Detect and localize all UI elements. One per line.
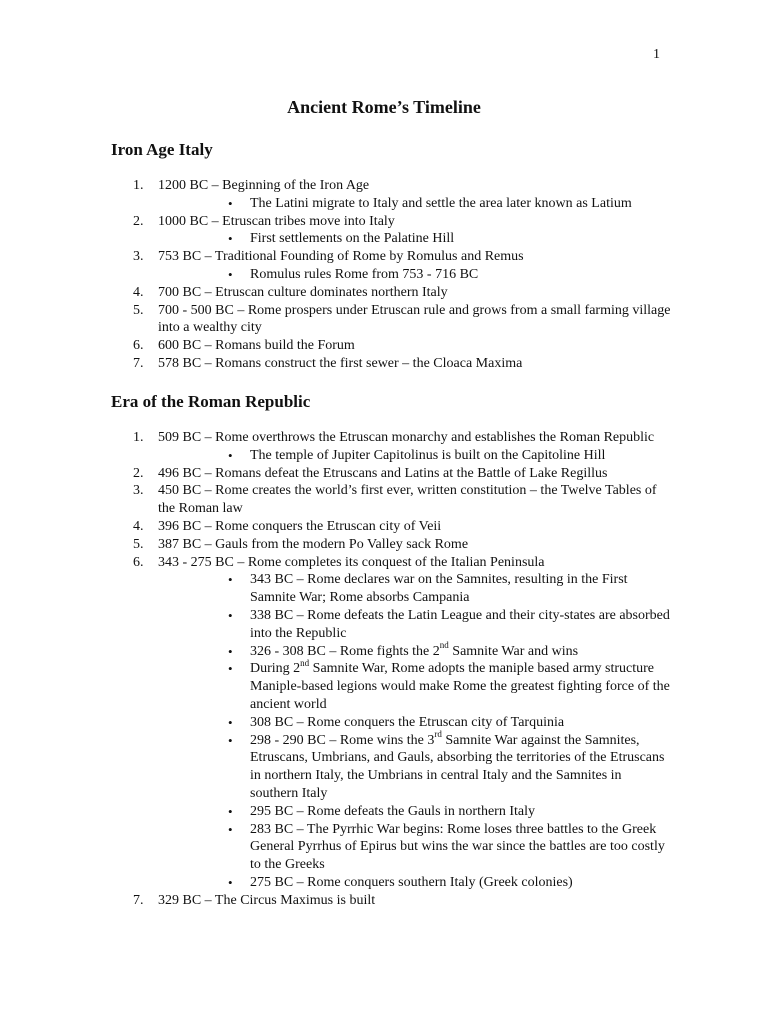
timeline-item	[111, 482, 671, 518]
bullet-icon: •	[228, 821, 233, 837]
sub-text: During 2	[250, 661, 301, 677]
sub-item	[158, 821, 671, 874]
timeline-item	[111, 429, 671, 465]
sub-text: First settlements on the Palatine Hill	[250, 231, 455, 247]
sub-item	[158, 266, 671, 284]
bullet-icon: •	[228, 231, 233, 247]
sub-text: 275 BC – Rome conquers southern Italy (Greek colonies)	[250, 874, 573, 890]
sub-list	[158, 230, 671, 248]
sub-text: 283 BC – The Pyrrhic War begins: Rome loses three battles to the Greek General Pyrrhus of Epirus but wins the war since the battles are too costly to the Greeks	[250, 821, 665, 873]
timeline-item	[111, 177, 671, 213]
timeline-item	[111, 284, 671, 302]
republic-list	[111, 429, 671, 910]
sub-text: 295 BC – Rome defeats the Gauls in northern Italy	[250, 803, 535, 819]
item-number: 4.	[133, 518, 144, 534]
item-number: 5.	[133, 536, 144, 552]
bullet-icon: •	[228, 732, 233, 748]
timeline-item	[111, 536, 671, 554]
timeline-item	[111, 213, 671, 249]
page-number: 1	[653, 47, 660, 62]
sub-list	[158, 571, 671, 891]
item-text: 396 BC – Rome conquers the Etruscan city of Veii	[158, 518, 442, 534]
bullet-icon: •	[228, 661, 233, 677]
ordinal-suffix: nd	[300, 657, 310, 668]
item-text: 700 - 500 BC – Rome prospers under Etruscan rule and grows from a small farming village into a wealthy city	[158, 302, 671, 336]
sub-text: The temple of Jupiter Capitolinus is built on the Capitoline Hill	[250, 447, 606, 463]
bullet-icon: •	[228, 266, 233, 282]
sub-item	[158, 571, 671, 607]
item-text: 1000 BC – Etruscan tribes move into Italy	[158, 213, 395, 229]
item-number: 6.	[133, 554, 144, 570]
timeline-item	[111, 248, 671, 284]
sub-list	[158, 266, 671, 284]
item-text: 329 BC – The Circus Maximus is built	[158, 892, 376, 908]
sub-list	[158, 195, 671, 213]
ordinal-suffix: rd	[434, 728, 442, 739]
bullet-icon: •	[228, 714, 233, 730]
bullet-icon: •	[228, 643, 233, 659]
ordinal-suffix: nd	[439, 639, 449, 650]
section-heading-republic: Era of the Roman Republic	[111, 392, 311, 411]
sub-text: 343 BC – Rome declares war on the Samnites, resulting in the First Samnite War; Rome absorbs Campania	[250, 572, 628, 606]
item-number: 2.	[133, 213, 144, 229]
item-text: 753 BC – Traditional Founding of Rome by Romulus and Remus	[158, 249, 524, 265]
sub-text-continued: Samnite War, Rome adopts the maniple based army structure Maniple-based legions would make Rome the greatest fighting force of the ancient world	[250, 661, 670, 712]
bullet-icon: •	[228, 874, 233, 890]
item-text: 600 BC – Romans build the Forum	[158, 338, 355, 354]
item-number: 2.	[133, 465, 144, 481]
item-number: 1.	[133, 430, 144, 445]
item-text: 387 BC – Gauls from the modern Po Valley sack Rome	[158, 536, 469, 552]
item-text: 700 BC – Etruscan culture dominates northern Italy	[158, 284, 448, 300]
bullet-icon: •	[228, 607, 233, 623]
timeline-item	[111, 465, 671, 483]
timeline-item	[111, 302, 671, 338]
sub-item	[158, 639, 671, 661]
bullet-icon: •	[228, 572, 233, 588]
sub-text: 338 BC – Rome defeats the Latin League and their city-states are absorbed into the Republic	[250, 607, 670, 641]
sub-item	[158, 447, 671, 465]
document-title: Ancient Rome’s Timeline	[287, 97, 481, 117]
item-text: 509 BC – Rome overthrows the Etruscan monarchy and establishes the Roman Republic	[158, 430, 655, 445]
item-text: 450 BC – Rome creates the world’s first ever, written constitution – the Twelve Tables of the Roman law	[158, 483, 657, 517]
timeline-item	[111, 554, 671, 892]
item-number: 1.	[133, 178, 144, 193]
sub-text-continued: Samnite War against the Samnites, Etruscans, Umbrians, and Gauls, absorbing the territories of the Etruscans in northern Italy, the Umbrians in central Italy and the Samnites in southern Italy	[250, 732, 665, 801]
timeline-item	[111, 355, 671, 373]
bullet-icon: •	[228, 803, 233, 819]
bullet-icon: •	[228, 195, 233, 211]
sub-item	[158, 230, 671, 248]
sub-item	[158, 714, 671, 732]
sub-text: 326 - 308 BC – Rome fights the 2	[250, 643, 440, 659]
sub-item	[158, 803, 671, 821]
sub-text: 308 BC – Rome conquers the Etruscan city of Tarquinia	[250, 714, 565, 730]
item-text: 578 BC – Romans construct the first sewer – the Cloaca Maxima	[158, 355, 523, 371]
item-number: 7.	[133, 355, 144, 371]
section-heading-iron-age: Iron Age Italy	[111, 140, 213, 159]
sub-text-continued: Samnite War and wins	[448, 643, 579, 659]
iron-age-list	[111, 177, 671, 373]
bullet-icon: •	[228, 447, 233, 463]
item-number: 6.	[133, 338, 144, 354]
sub-item	[158, 607, 671, 643]
sub-text: The Latini migrate to Italy and settle the area later known as Latium	[250, 195, 632, 211]
item-number: 5.	[133, 302, 144, 318]
item-text: 496 BC – Romans defeat the Etruscans and Latins at the Battle of Lake Regillus	[158, 465, 608, 481]
sub-text: Romulus rules Rome from 753 - 716 BC	[250, 266, 479, 282]
sub-text: 298 - 290 BC – Rome wins the 3	[250, 732, 435, 748]
item-number: 7.	[133, 892, 144, 908]
sub-item	[158, 195, 671, 213]
timeline-item	[111, 518, 671, 536]
sub-item	[158, 728, 671, 803]
item-number: 4.	[133, 284, 144, 300]
item-number: 3.	[133, 249, 144, 265]
item-text: 343 - 275 BC – Rome completes its conquest of the Italian Peninsula	[158, 554, 545, 570]
sub-item	[158, 657, 671, 713]
timeline-item	[111, 337, 671, 355]
item-text: 1200 BC – Beginning of the Iron Age	[158, 178, 370, 193]
sub-list	[158, 447, 671, 465]
timeline-item	[111, 892, 671, 910]
sub-item	[158, 874, 671, 892]
item-number: 3.	[133, 483, 144, 499]
